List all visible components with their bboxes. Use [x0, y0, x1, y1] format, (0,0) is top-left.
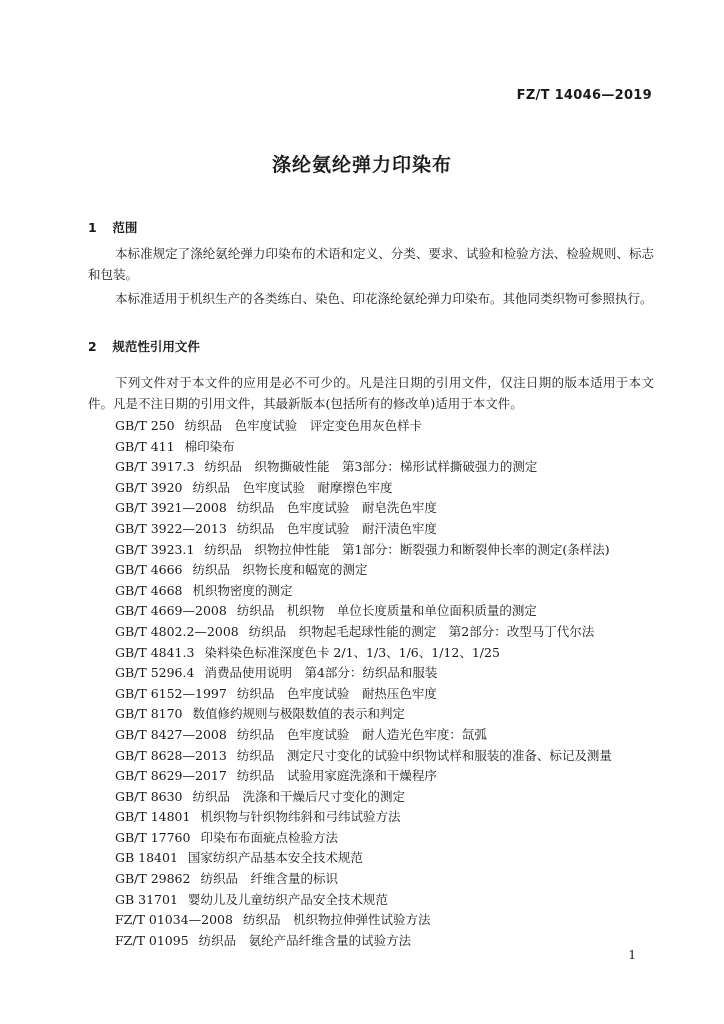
reference-code: GB/T 8629—2017	[115, 768, 227, 784]
reference-item	[115, 437, 612, 458]
reference-item	[115, 478, 612, 499]
reference-item	[115, 457, 612, 478]
reference-code: GB/T 4666	[115, 562, 183, 578]
reference-item	[115, 704, 612, 725]
section-number: 1	[88, 220, 97, 235]
reference-item	[115, 828, 612, 849]
reference-code: GB/T 411	[115, 438, 175, 454]
scope-paragraph-1: 本标准规定了涤纶氨纶弹力印染布的术语和定义、分类、要求、试验和检验方法、检验规则、标志和包装。	[88, 246, 654, 282]
reference-item	[115, 787, 612, 808]
reference-item	[115, 581, 612, 602]
reference-title: 国家纺织产品基本安全技术规范	[187, 850, 363, 866]
reference-title: 纺织品 织物撕破性能 第3部分：梯形试样撕破强力的测定	[204, 459, 538, 475]
reference-code: FZ/T 01095	[115, 932, 189, 948]
reference-code: GB/T 4668	[115, 582, 183, 598]
reference-title: 纺织品 织物起毛起球性能的测定 第2部分：改型马丁代尔法	[248, 623, 595, 639]
reference-title: 纺织品 织物长度和幅宽的测定	[192, 562, 368, 578]
reference-item	[115, 560, 612, 581]
reference-title: 纺织品 纤维含量的标识	[200, 871, 338, 887]
reference-title: 纺织品 色牢度试验 评定变色用灰色样卡	[184, 418, 423, 433]
reference-item	[115, 519, 612, 540]
reference-item	[115, 890, 612, 911]
section-heading-normative-references	[88, 337, 200, 355]
reference-title: 数值修约规则与极限数值的表示和判定	[192, 706, 406, 722]
reference-item	[115, 643, 612, 664]
reference-title: 纺织品 色牢度试验 耐热压色牢度	[236, 685, 437, 701]
reference-list	[115, 416, 612, 951]
reference-item	[115, 746, 612, 767]
reference-item	[115, 931, 612, 952]
reference-title: 纺织品 试验用家庭洗涤和干燥程序	[236, 768, 437, 784]
reference-code: GB 18401	[115, 850, 178, 866]
reference-code: GB/T 3920	[115, 479, 183, 495]
reference-item	[115, 416, 612, 437]
reference-code: GB/T 6152—1997	[115, 685, 227, 701]
reference-title: 纺织品 色牢度试验 耐皂洗色牢度	[236, 500, 437, 516]
page-number: 1	[628, 948, 636, 962]
reference-code: GB/T 8427—2008	[115, 726, 227, 742]
scope-paragraph-2: 本标准适用于机织生产的各类练白、染色、印花涤纶氨纶弹力印染布。其他同类织物可参照执行。	[115, 291, 653, 306]
reference-title: 纺织品 机织物拉伸弹性试验方法	[242, 912, 431, 928]
reference-item	[115, 910, 612, 931]
section-number: 2	[88, 339, 97, 354]
reference-item	[115, 622, 612, 643]
reference-code: GB 31701	[115, 891, 178, 907]
reference-title: 染料染色标准深度色卡 2/1、1/3、1/6、1/12、1/25	[204, 644, 500, 660]
reference-title: 棉印染布	[184, 438, 235, 454]
reference-code: GB/T 3923.1	[115, 541, 195, 557]
reference-code: GB/T 14801	[115, 809, 191, 825]
reference-code: GB/T 8170	[115, 706, 183, 722]
standard-code: FZ/T 14046—2019	[516, 88, 652, 103]
reference-title: 印染布布面疵点检验方法	[200, 829, 338, 845]
reference-item	[115, 540, 612, 561]
reference-code: GB/T 4669—2008	[115, 603, 227, 619]
reference-item	[115, 869, 612, 890]
reference-code: GB/T 5296.4	[115, 665, 195, 681]
reference-code: GB/T 4841.3	[115, 644, 195, 660]
reference-code: GB/T 3921—2008	[115, 500, 227, 516]
reference-item	[115, 725, 612, 746]
reference-item	[115, 807, 612, 828]
reference-code: GB/T 3922—2013	[115, 520, 227, 536]
reference-code: GB/T 8630	[115, 788, 183, 804]
reference-code: FZ/T 01034—2008	[115, 912, 233, 928]
reference-code: GB/T 250	[115, 418, 175, 433]
reference-code: GB/T 17760	[115, 829, 191, 845]
reference-title: 机织物与针织物纬斜和弓纬试验方法	[200, 809, 401, 825]
reference-code: GB/T 3917.3	[115, 459, 195, 475]
reference-title: 纺织品 织物拉伸性能 第1部分：断裂强力和断裂伸长率的测定(条样法)	[204, 541, 610, 557]
reference-title: 纺织品 测定尺寸变化的试验中织物试样和服装的准备、标记及测量	[236, 747, 612, 763]
reference-title: 纺织品 色牢度试验 耐汗渍色牢度	[236, 520, 437, 536]
reference-item	[115, 766, 612, 787]
reference-title: 纺织品 色牢度试验 耐人造光色牢度：氙弧	[236, 726, 487, 742]
reference-item	[115, 684, 612, 705]
reference-item	[115, 601, 612, 622]
reference-title: 机织物密度的测定	[192, 582, 293, 598]
reference-title: 婴幼儿及儿童纺织产品安全技术规范	[187, 891, 388, 907]
reference-title: 纺织品 洗涤和干燥后尺寸变化的测定	[192, 788, 406, 804]
reference-title: 纺织品 机织物 单位长度质量和单位面积质量的测定	[236, 603, 537, 619]
document-title: 涤纶氨纶弹力印染布	[271, 154, 452, 176]
reference-item	[115, 498, 612, 519]
reference-title: 消费品使用说明 第4部分：纺织品和服装	[204, 665, 438, 681]
reference-title: 纺织品 色牢度试验 耐摩擦色牢度	[192, 479, 393, 495]
reference-code: GB/T 8628—2013	[115, 747, 227, 763]
reference-code: GB/T 4802.2—2008	[115, 623, 239, 639]
reference-item	[115, 663, 612, 684]
section-title: 范围	[112, 220, 138, 235]
reference-title: 纺织品 氨纶产品纤维含量的试验方法	[198, 932, 412, 948]
references-intro-paragraph: 下列文件对于本文件的应用是必不可少的。凡是注日期的引用文件，仅注日期的版本适用于本文件。凡是不注日期的引用文件，其最新版本(包括所有的修改单)适用于本文件。	[88, 375, 654, 411]
reference-code: GB/T 29862	[115, 871, 191, 887]
section-heading-scope	[88, 218, 137, 236]
reference-item	[115, 848, 612, 869]
section-title: 规范性引用文件	[112, 339, 200, 354]
